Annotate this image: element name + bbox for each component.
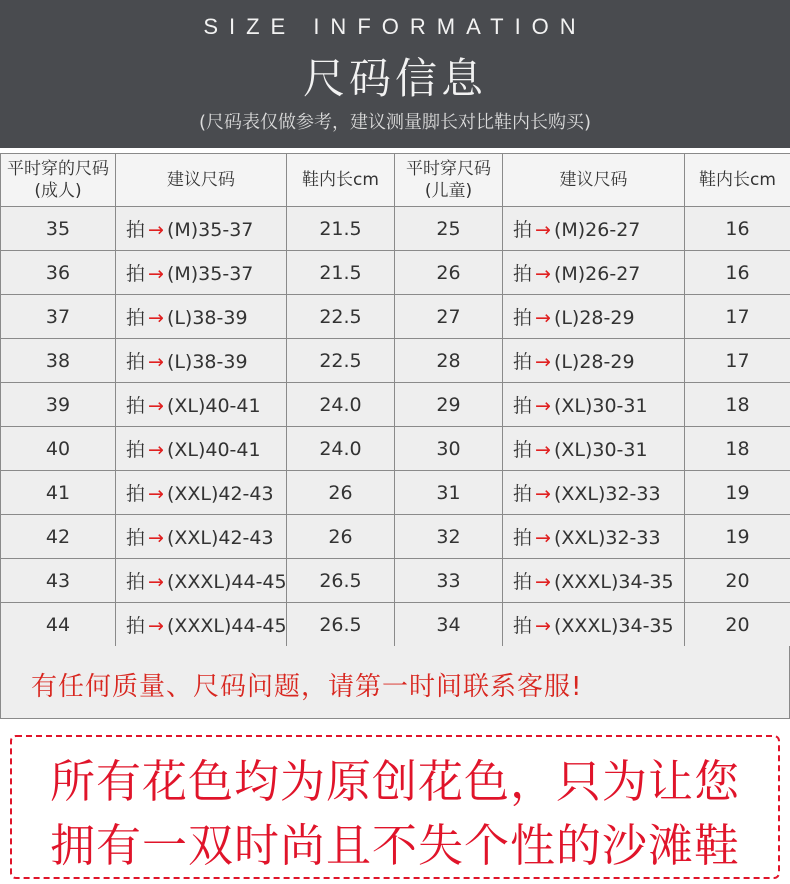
arrow-right-icon: → [148,307,164,329]
suggested-size-value: (XXL)42-43 [166,483,274,505]
child-inner-length-cell: 19 [685,471,790,515]
table-row [1,339,790,383]
adult-size-cell: 43 [1,559,116,603]
adult-inner-length-cell: 24.0 [287,427,395,471]
adult-inner-length-cell: 24.0 [287,383,395,427]
title-chinese: 尺码信息 [302,54,487,103]
suggested-size-value: (XXXL)44-45 [166,571,287,593]
child-suggested-size-cell [503,251,685,295]
promo-line-2: 拥有一双时尚且不失个性的沙滩鞋 [49,819,740,872]
suggested-size-value: (L)28-29 [553,351,635,373]
child-inner-length-cell: 18 [685,427,790,471]
service-notice: 有任何质量、尺码问题，请第一时间联系客服! [31,672,583,702]
arrow-right-icon: → [535,395,551,417]
order-label: 拍 [126,395,146,417]
child-suggested-size-cell [503,427,685,471]
suggested-size-value: (XXL)32-33 [553,527,661,549]
col-header-inner-length: 鞋内长cm [287,154,395,207]
suggested-size-value: (XXXL)34-35 [553,571,674,593]
child-suggested-size-cell [503,295,685,339]
child-size-cell: 33 [395,559,503,603]
order-label: 拍 [513,571,533,593]
table-row [1,251,790,295]
order-label: 拍 [513,527,533,549]
child-inner-length-cell: 19 [685,515,790,559]
order-label: 拍 [513,483,533,505]
arrow-right-icon: → [535,527,551,549]
arrow-right-icon: → [535,263,551,285]
child-size-cell: 26 [395,251,503,295]
arrow-right-icon: → [148,615,164,637]
arrow-right-icon: → [148,351,164,373]
child-inner-length-cell: 20 [685,559,790,603]
suggested-size-value: (XXXL)44-45 [166,615,287,637]
adult-inner-length-cell: 26.5 [287,559,395,603]
child-size-cell: 25 [395,207,503,251]
table-row [1,295,790,339]
arrow-right-icon: → [148,571,164,593]
col-header-adult-size: 平时穿的尺码 (成人) [1,154,116,207]
adult-size-cell: 39 [1,383,116,427]
order-label: 拍 [513,351,533,373]
child-size-cell: 30 [395,427,503,471]
child-size-cell: 29 [395,383,503,427]
suggested-size-value: (XL)40-41 [166,439,261,461]
arrow-right-icon: → [148,483,164,505]
table-row [1,559,790,603]
order-label: 拍 [126,571,146,593]
adult-suggested-size-cell [116,603,287,647]
adult-inner-length-cell: 22.5 [287,339,395,383]
child-inner-length-cell: 17 [685,295,790,339]
col-header-suggested-size: 建议尺码 [503,154,685,207]
suggested-size-value: (L)28-29 [553,307,635,329]
child-size-cell: 27 [395,295,503,339]
size-table-container [0,153,790,647]
col-header-child-size: 平时穿尺码 (儿童) [395,154,503,207]
table-row [1,427,790,471]
arrow-right-icon: → [535,351,551,373]
child-inner-length-cell: 18 [685,383,790,427]
order-label: 拍 [513,219,533,241]
arrow-right-icon: → [535,307,551,329]
size-table [0,153,790,647]
adult-inner-length-cell: 26.5 [287,603,395,647]
adult-size-cell: 36 [1,251,116,295]
adult-suggested-size-cell [116,339,287,383]
order-label: 拍 [126,439,146,461]
adult-suggested-size-cell [116,295,287,339]
size-info-header [0,0,790,148]
adult-suggested-size-cell [116,471,287,515]
suggested-size-value: (XXXL)34-35 [553,615,674,637]
table-row [1,471,790,515]
table-row [1,383,790,427]
arrow-right-icon: → [148,527,164,549]
suggested-size-value: (XL)30-31 [553,395,648,417]
col-header-inner-length: 鞋内长cm [685,154,790,207]
arrow-right-icon: → [535,219,551,241]
table-header-row [1,154,790,207]
arrow-right-icon: → [148,439,164,461]
arrow-right-icon: → [148,263,164,285]
arrow-right-icon: → [148,395,164,417]
child-inner-length-cell: 16 [685,207,790,251]
child-suggested-size-cell [503,471,685,515]
suggested-size-value: (M)35-37 [166,263,254,285]
adult-suggested-size-cell [116,559,287,603]
arrow-right-icon: → [535,615,551,637]
adult-suggested-size-cell [116,207,287,251]
suggested-size-value: (XL)40-41 [166,395,261,417]
child-suggested-size-cell [503,559,685,603]
order-label: 拍 [126,527,146,549]
adult-size-cell: 44 [1,603,116,647]
arrow-right-icon: → [535,571,551,593]
adult-size-cell: 40 [1,427,116,471]
adult-suggested-size-cell [116,251,287,295]
child-size-cell: 31 [395,471,503,515]
adult-size-cell: 42 [1,515,116,559]
order-label: 拍 [126,483,146,505]
child-inner-length-cell: 17 [685,339,790,383]
order-label: 拍 [126,307,146,329]
order-label: 拍 [126,219,146,241]
adult-size-cell: 38 [1,339,116,383]
child-suggested-size-cell [503,515,685,559]
child-suggested-size-cell [503,603,685,647]
adult-size-cell: 37 [1,295,116,339]
order-label: 拍 [513,307,533,329]
order-label: 拍 [513,615,533,637]
promo-banner [10,735,780,879]
adult-inner-length-cell: 21.5 [287,207,395,251]
table-row [1,603,790,647]
suggested-size-value: (M)26-27 [553,263,641,285]
suggested-size-value: (M)35-37 [166,219,254,241]
order-label: 拍 [126,615,146,637]
suggested-size-value: (XXL)42-43 [166,527,274,549]
order-label: 拍 [513,439,533,461]
adult-suggested-size-cell [116,427,287,471]
adult-suggested-size-cell [116,383,287,427]
child-size-cell: 32 [395,515,503,559]
suggested-size-value: (L)38-39 [166,307,248,329]
subtitle: (尺码表仅做参考，建议测量脚长对比鞋内长购买) [198,112,592,133]
suggested-size-value: (M)26-27 [553,219,641,241]
promo-line-1: 所有花色均为原创花色，只为让您 [49,755,740,808]
adult-inner-length-cell: 22.5 [287,295,395,339]
child-inner-length-cell: 16 [685,251,790,295]
adult-size-cell: 41 [1,471,116,515]
table-row [1,207,790,251]
suggested-size-value: (XL)30-31 [553,439,648,461]
adult-inner-length-cell: 26 [287,471,395,515]
child-suggested-size-cell [503,207,685,251]
order-label: 拍 [126,263,146,285]
adult-inner-length-cell: 21.5 [287,251,395,295]
table-row [1,515,790,559]
arrow-right-icon: → [535,483,551,505]
arrow-right-icon: → [148,219,164,241]
adult-size-cell: 35 [1,207,116,251]
child-size-cell: 34 [395,603,503,647]
col-header-suggested-size: 建议尺码 [116,154,287,207]
suggested-size-value: (XXL)32-33 [553,483,661,505]
order-label: 拍 [513,263,533,285]
order-label: 拍 [513,395,533,417]
suggested-size-value: (L)38-39 [166,351,248,373]
notice-box [0,646,790,719]
title-english: SIZE INFORMATION [203,14,587,39]
child-size-cell: 28 [395,339,503,383]
child-suggested-size-cell [503,339,685,383]
adult-suggested-size-cell [116,515,287,559]
adult-inner-length-cell: 26 [287,515,395,559]
order-label: 拍 [126,351,146,373]
child-suggested-size-cell [503,383,685,427]
arrow-right-icon: → [535,439,551,461]
child-inner-length-cell: 20 [685,603,790,647]
